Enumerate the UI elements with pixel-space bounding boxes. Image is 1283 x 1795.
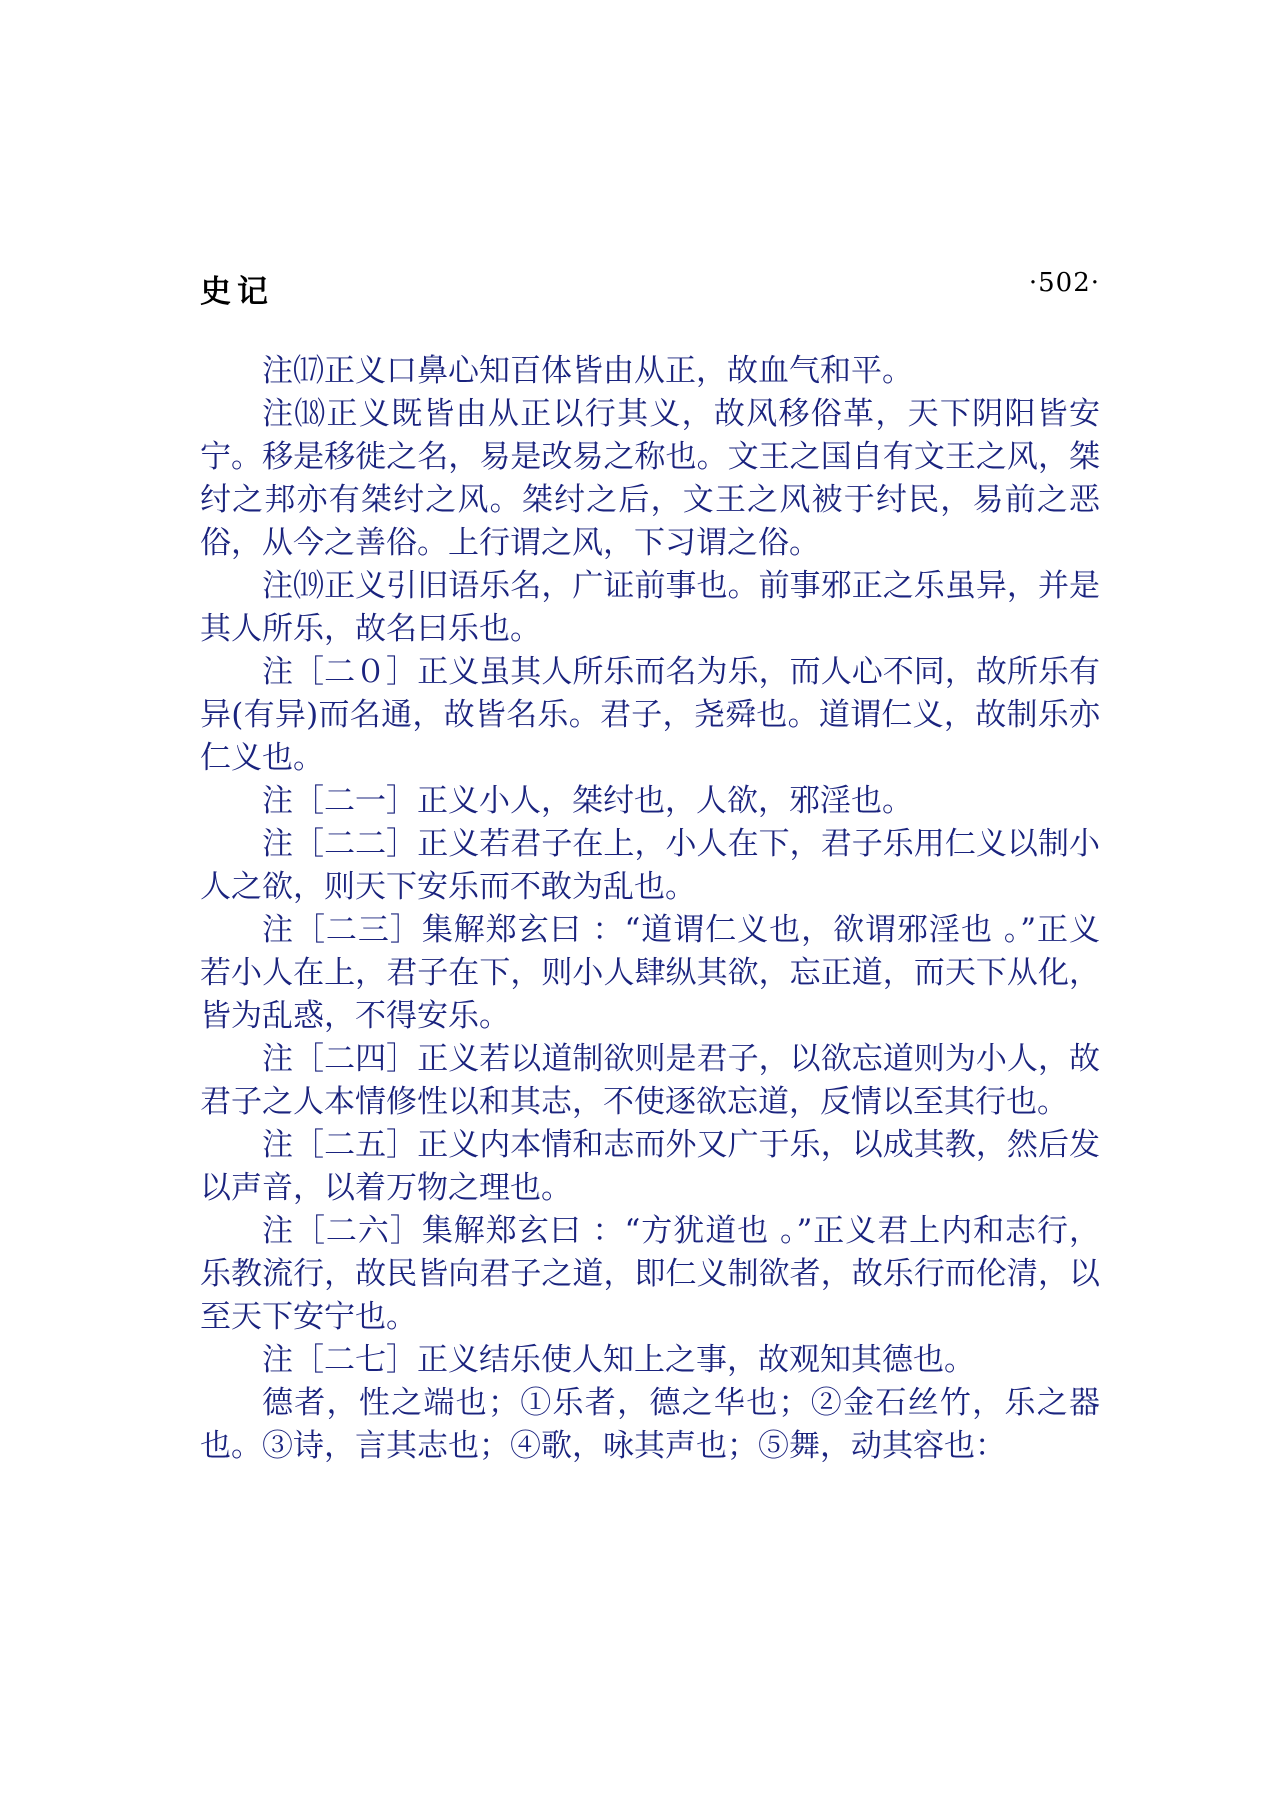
annotation-paragraph: 注［二０］正义虽其人所乐而名为乐，而人心不同，故所乐有异(有异)而名通，故皆名乐。君子，尧舜也。道谓仁义，故制乐亦仁义也。: [200, 654, 1100, 776]
annotation-paragraph: 注［二七］正义结乐使人知上之事，故观知其德也。: [262, 1342, 975, 1378]
annotation-paragraph: 注［二二］正义若君子在上，小人在下，君子乐用仁义以制小人之欲，则天下安乐而不敢为乱也。: [200, 826, 1100, 905]
page-number: ·502·: [1028, 268, 1100, 298]
annotation-paragraph: 注［二四］正义若以道制欲则是君子，以欲忘道则为小人，故君子之人本情修性以和其志，不使逐欲忘道，反情以至其行也。: [200, 1041, 1100, 1120]
annotation-paragraph: 注［二三］集解郑玄曰 ：“道谓仁义也，欲谓邪淫也 。”正义若小人在上，君子在下，则小人肆纵其欲，忘正道，而天下从化，皆为乱惑，不得安乐。: [200, 912, 1100, 1034]
book-title: 史记: [200, 274, 274, 310]
annotation-paragraph: 注［二六］集解郑玄曰 ：“方犹道也 。”正义君上内和志行，乐教流行，故民皆向君子之道，即仁义制欲者，故乐行而伦清，以至天下安宁也。: [200, 1213, 1100, 1335]
running-head: [200, 266, 1100, 312]
annotation-paragraph: 注⒄正义口鼻心知百体皆由从正，故血气和平。: [262, 353, 913, 389]
annotation-paragraph: 注⒅正义既皆由从正以行其义，故风移俗革，天下阴阳皆安宁。移是移徙之名，易是改易之称也。文王之国自有文王之风，桀纣之邦亦有桀纣之风。桀纣之后，文王之风被于纣民，易前之恶俗，从今之善俗。上行谓之风，下习谓之俗。: [200, 396, 1100, 561]
body-text: [200, 350, 1100, 1468]
annotation-paragraph: 注［二五］正义内本情和志而外又广于乐，以成其教，然后发以声音，以着万物之理也。: [200, 1127, 1100, 1206]
annotation-paragraph: 注［二一］正义小人，桀纣也，人欲，邪淫也。: [262, 783, 913, 819]
annotation-paragraph: 注⒆正义引旧语乐名，广证前事也。前事邪正之乐虽异，并是其人所乐，故名曰乐也。: [200, 568, 1100, 647]
main-text-paragraph: 德者，性之端也；①乐者，德之华也；②金石丝竹，乐之器也。③诗，言其志也；④歌，咏其声也；⑤舞，动其容也：: [200, 1385, 1100, 1464]
